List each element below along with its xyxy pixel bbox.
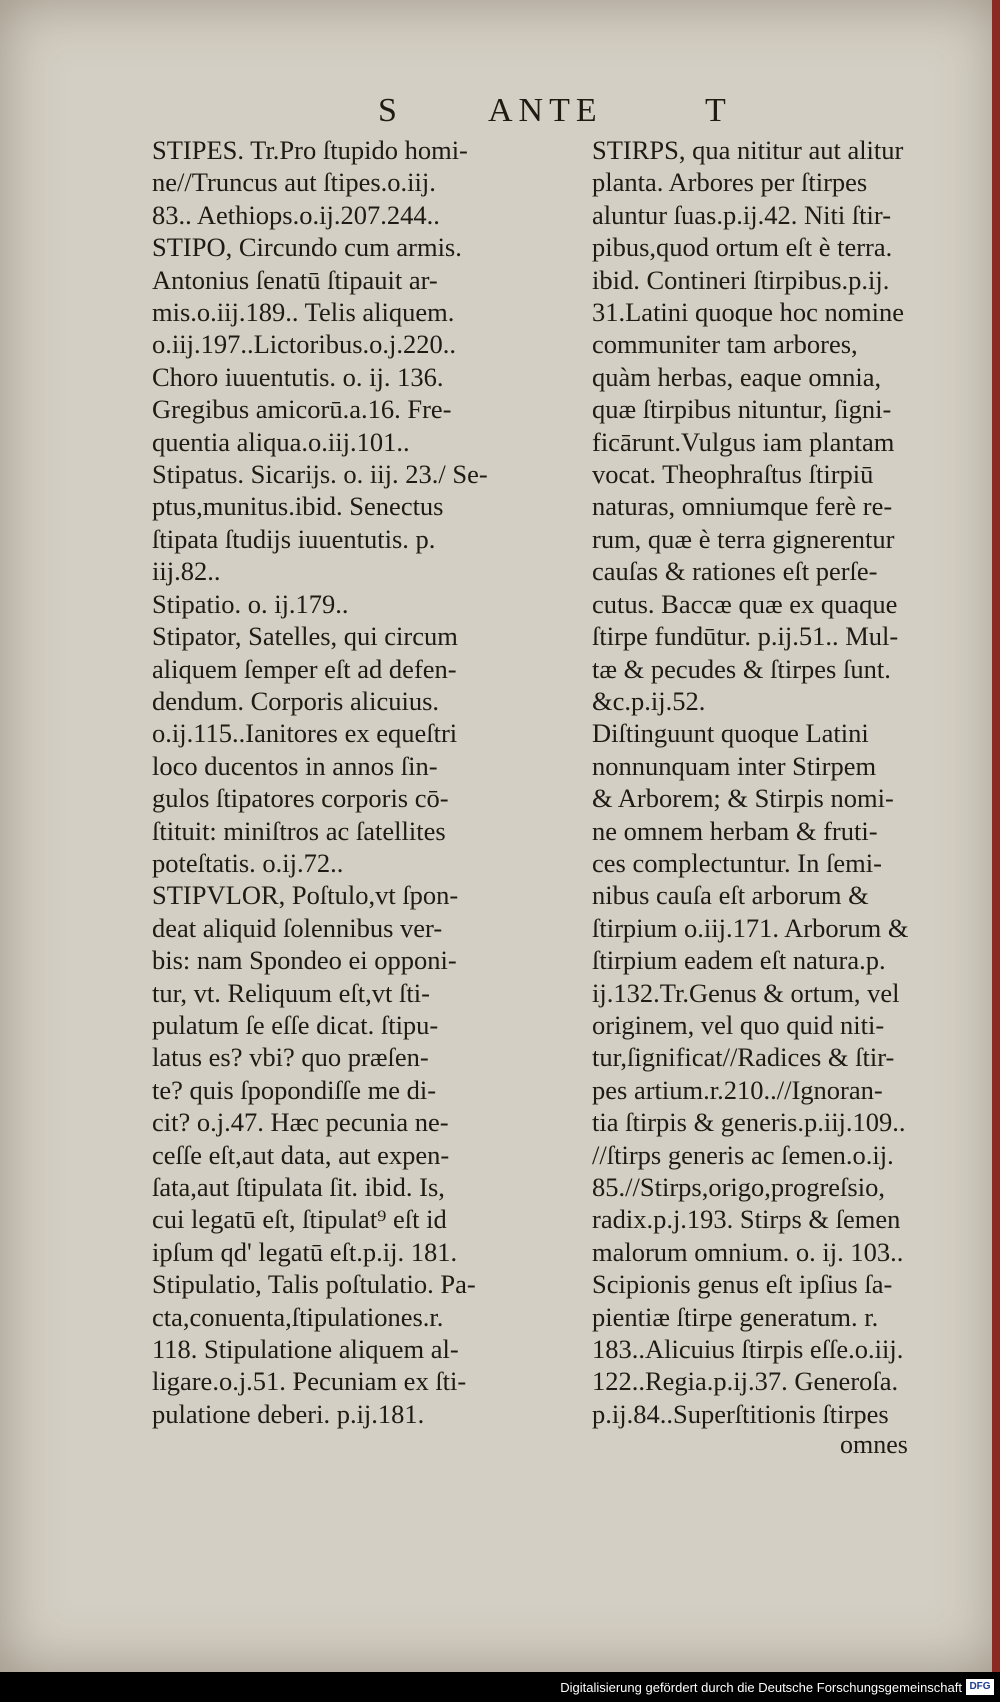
text-line: nonnunquam inter Stirpem bbox=[592, 750, 877, 781]
text-line: ibid. Contineri ſtirpibus.p.ij. bbox=[592, 264, 890, 295]
text-line: ſata,aut ſtipulata ſit. ibid. Is, bbox=[152, 1172, 445, 1202]
text-line: Stipatio. o. ij.179.. bbox=[152, 588, 349, 619]
text-line: cauſas & rationes eſt perſe- bbox=[592, 556, 878, 587]
text-line: cta,conuenta,ſtipulationes.r. bbox=[152, 1301, 444, 1332]
header-center-word: ANTE bbox=[488, 92, 603, 129]
text-line: pulatum ſe eſſe dicat. ſtipu- bbox=[152, 1009, 439, 1040]
text-line: 31.Latini quoque hoc nomine bbox=[592, 297, 905, 328]
text-line: & Arborem; & Stirpis nomi- bbox=[592, 783, 894, 814]
text-line: latus es? vbi? quo præſen- bbox=[152, 1042, 429, 1073]
text-line: o.ij.115..Ianitores ex equeſtri bbox=[152, 718, 458, 749]
text-line: cui legatū eſt, ſtipulat⁹ eſt id bbox=[152, 1204, 447, 1235]
text-line: STIPVLOR, Poſtulo,vt ſpon- bbox=[152, 880, 459, 911]
footer-credit: Digitalisierung gefördert durch die Deutsche Forschungsgemeinschaft bbox=[560, 1680, 962, 1695]
text-line: p.ij.84..Superſtitionis ſtirpes bbox=[592, 1398, 889, 1429]
text-line: naturas, omniumque ferè re- bbox=[592, 491, 893, 522]
text-line: ſtirpium eadem eſt natura.p. bbox=[592, 945, 886, 976]
text-line: ne//Truncus aut ſtipes.o.iij. bbox=[152, 167, 436, 198]
text-line: cit? o.j.47. Hæc pecunia ne- bbox=[152, 1107, 449, 1138]
text-line: Gregibus amicorū.a.16. Fre- bbox=[152, 394, 452, 425]
text-line: 183..Alicuius ſtirpis eſſe.o.iij. bbox=[592, 1334, 904, 1365]
text-line: ptus,munitus.ibid. Senectus bbox=[152, 491, 444, 522]
text-line: mis.o.iij.189.. Telis aliquem. bbox=[152, 297, 455, 328]
text-line: pes artium.r.210..//Ignoran- bbox=[592, 1074, 883, 1105]
left-column bbox=[152, 134, 557, 1430]
text-line: ſtirpium o.iij.171. Arborum & bbox=[592, 912, 909, 943]
text-line: &c.p.ij.52. bbox=[592, 685, 706, 716]
text-line: originem, vel quo quid niti- bbox=[592, 1009, 885, 1040]
text-line: Stipatus. Sicarijs. o. iij. 23./ Se- bbox=[152, 459, 488, 490]
text-line: STIPES. Tr.Pro ſtupido homi- bbox=[152, 135, 468, 165]
text-line: o.iij.197..Lictoribus.o.j.220.. bbox=[152, 329, 456, 360]
text-line: STIRPS, qua nititur aut alitur bbox=[592, 135, 904, 165]
text-line: 85.//Stirps,origo,progreſsio, bbox=[592, 1172, 885, 1202]
text-line: bis: nam Spondeo ei opponi- bbox=[152, 945, 457, 976]
text-line: planta. Arbores per ſtirpes bbox=[592, 167, 868, 198]
text-line: ſtituit: miniſtros ac ſatellites bbox=[152, 815, 446, 846]
dictionary-entry bbox=[152, 879, 557, 1268]
header-left-letter: S bbox=[378, 92, 403, 129]
text-line: radix.p.j.193. Stirps & ſemen bbox=[592, 1204, 901, 1235]
text-line: ligare.o.j.51. Pecuniam ex ſti- bbox=[152, 1366, 467, 1397]
text-line: ne omnem herbam & fruti- bbox=[592, 815, 878, 846]
text-line: ces complectuntur. In ſemi- bbox=[592, 847, 882, 878]
text-line: quàm herbas, eaque omnia, bbox=[592, 361, 882, 392]
text-line: Diſtinguunt quoque Latini bbox=[592, 718, 869, 749]
text-line: tia ſtirpis & generis.p.iij.109.. bbox=[592, 1107, 906, 1138]
text-line: Stipator, Satelles, qui circum bbox=[152, 621, 458, 652]
text-line: ſtipata ſtudijs iuuentutis. p. bbox=[152, 523, 436, 554]
dictionary-entry bbox=[592, 134, 937, 717]
text-line: ceſſe eſt,aut data, aut expen- bbox=[152, 1139, 450, 1170]
text-line: dendum. Corporis alicuius. bbox=[152, 685, 440, 716]
text-line: malorum omnium. o. ij. 103.. bbox=[592, 1236, 904, 1267]
text-line: quentia aliqua.o.iij.101.. bbox=[152, 426, 410, 457]
right-column bbox=[592, 134, 937, 1430]
text-line: 118. Stipulatione aliquem al- bbox=[152, 1334, 459, 1365]
text-line: Scipionis genus eſt ipſius ſa- bbox=[592, 1269, 893, 1300]
header-right-letter: T bbox=[705, 92, 732, 129]
text-line: ficārunt.Vulgus iam plantam bbox=[592, 426, 895, 457]
text-line: communiter tam arbores, bbox=[592, 329, 858, 360]
dictionary-entry bbox=[152, 1268, 557, 1430]
text-line: te? quis ſpopondiſſe me di- bbox=[152, 1074, 437, 1105]
text-line: ij.132.Tr.Genus & ortum, vel bbox=[592, 977, 900, 1008]
text-line: deat aliquid ſolennibus ver- bbox=[152, 912, 443, 943]
text-line: 122..Regia.p.ij.37. Generoſa. bbox=[592, 1366, 899, 1397]
text-line: nibus cauſa eſt arborum & bbox=[592, 880, 869, 911]
page-edge bbox=[992, 0, 1000, 1672]
text-line: STIPO, Circundo cum armis. bbox=[152, 232, 462, 263]
dictionary-entry bbox=[152, 231, 557, 458]
text-line: tur,ſignificat//Radices & ſtir- bbox=[592, 1042, 895, 1073]
dictionary-entry bbox=[152, 588, 557, 620]
text-line: //ſtirps generis ac ſemen.o.ij. bbox=[592, 1139, 894, 1170]
text-line: rum, quæ è terra gignerentur bbox=[592, 523, 895, 554]
dictionary-entry bbox=[152, 620, 557, 879]
text-line: Stipulatio, Talis poſtulatio. Pa- bbox=[152, 1269, 476, 1300]
dfg-logo: DFG bbox=[966, 1679, 994, 1695]
text-line: cutus. Baccæ quæ ex quaque bbox=[592, 588, 898, 619]
text-line: aliquem ſemper eſt ad defen- bbox=[152, 653, 457, 684]
text-line: ſtirpe fundūtur. p.ij.51.. Mul- bbox=[592, 621, 899, 652]
text-line: pulatione deberi. p.ij.181. bbox=[152, 1398, 425, 1429]
dictionary-entry bbox=[152, 458, 557, 588]
dictionary-entry bbox=[592, 717, 937, 1430]
catchword: omnes bbox=[840, 1430, 908, 1459]
text-line: vocat. Theophraſtus ſtirpiū bbox=[592, 459, 874, 490]
text-line: tur, vt. Reliquum eſt,vt ſti- bbox=[152, 977, 430, 1008]
text-line: 83.. Aethiops.o.ij.207.244.. bbox=[152, 199, 440, 230]
text-line: pibus,quod ortum eſt è terra. bbox=[592, 232, 893, 263]
text-line: iij.82.. bbox=[152, 556, 221, 587]
text-line: poteſtatis. o.ij.72.. bbox=[152, 847, 344, 878]
text-line: quæ ſtirpibus nituntur, ſigni- bbox=[592, 394, 892, 425]
text-line: Choro iuuentutis. o. ij. 136. bbox=[152, 361, 444, 392]
text-line: Antonius ſenatū ſtipauit ar- bbox=[152, 264, 438, 295]
text-line: loco ducentos in annos ſin- bbox=[152, 750, 438, 781]
digitization-footer bbox=[0, 1672, 1000, 1702]
text-line: aluntur ſuas.p.ij.42. Niti ſtir- bbox=[592, 199, 892, 230]
text-line: ipſum qd' legatū eſt.p.ij. 181. bbox=[152, 1236, 458, 1267]
running-header bbox=[0, 92, 1000, 136]
text-line: tæ & pecudes & ſtirpes ſunt. bbox=[592, 653, 891, 684]
dictionary-entry bbox=[152, 134, 557, 231]
text-line: pientiæ ſtirpe generatum. r. bbox=[592, 1301, 879, 1332]
text-line: gulos ſtipatores corporis cō- bbox=[152, 783, 449, 814]
